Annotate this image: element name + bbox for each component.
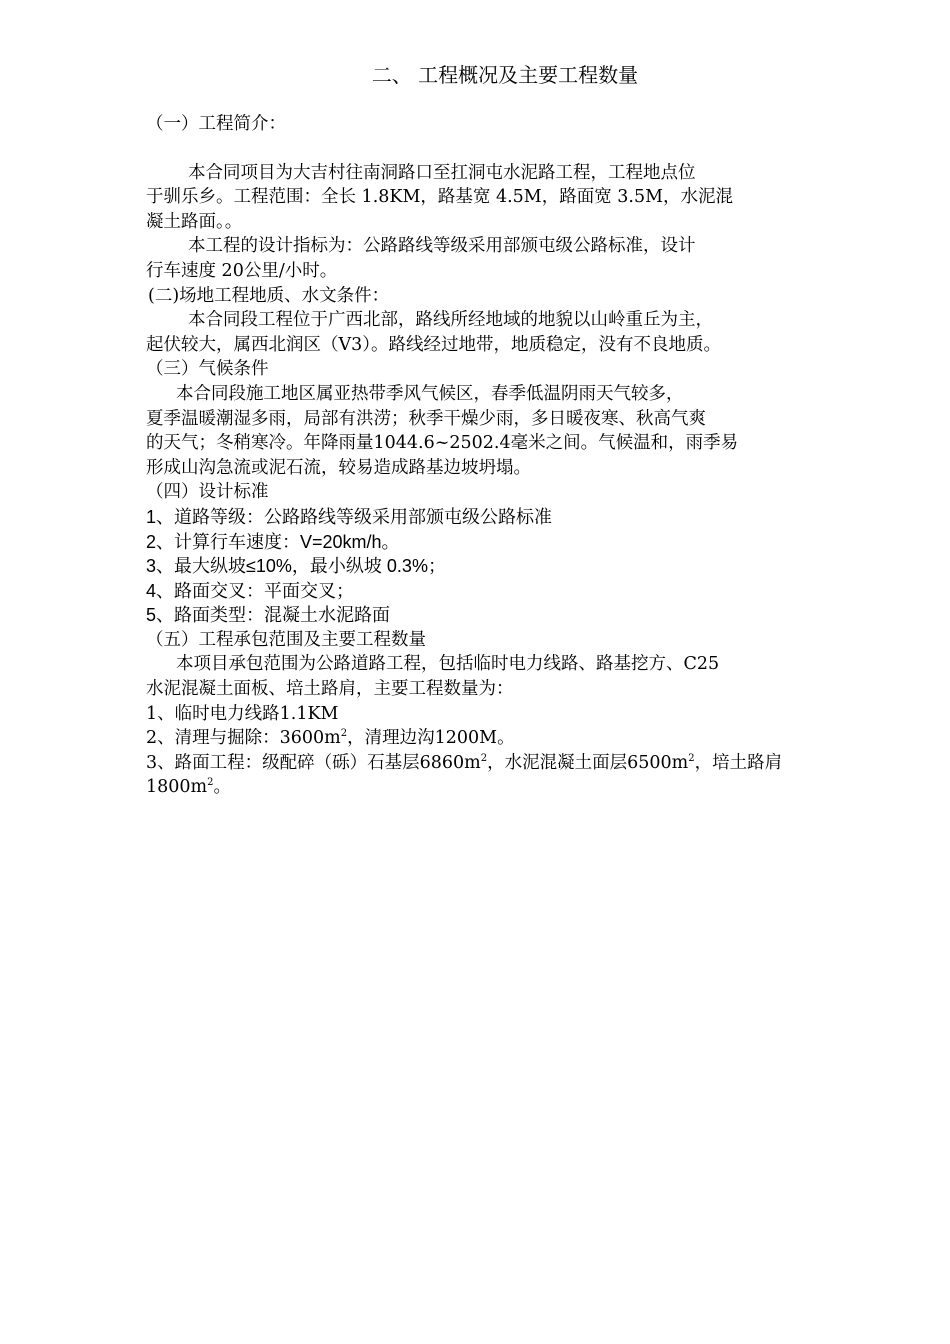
paragraph-line: 形成山沟急流或泥石流，较易造成路基边坡坍塌。 [146,457,531,478]
paragraph-line: 的天气；冬稍寒冷。年降雨量1044.6~2502.4毫米之间。气候温和，雨季易 [146,433,739,454]
paragraph-line: 本合同项目为大吉村往南洞路口至扛洞屯水泥路工程，工程地点位 [188,162,696,183]
item-text: 1800m [146,777,208,798]
document-body [146,112,822,800]
list-item: 2、计算行车速度：V=20km/h。 [146,531,400,552]
item-text: ，水泥混凝土面层6500m [487,752,689,773]
paragraph-line: 行车速度 20公里/小时。 [146,260,338,281]
section-heading-1: （一）工程简介： [146,114,286,134]
section-heading-2: (二)场地工程地质、水文条件： [148,285,390,306]
paragraph-line: 本合同段施工地区属亚热带季风气候区，春季低温阴雨天气较多， [176,383,684,404]
item-text: 。 [213,777,232,798]
list-item: 5、路面类型：混凝土水泥路面 [146,605,391,626]
paragraph-line: 凝土路面。。 [146,211,243,232]
paragraph-line: 本合同段工程位于广西北部，路线所经地域的地貌以山岭重丘为主， [188,310,713,331]
list-item: 3、最大纵坡≤10%，最小纵坡 0.3%； [146,556,446,577]
blank-line [146,137,822,161]
list-item [146,726,822,751]
item-text: 2、清理与掘除：3600m [146,728,341,749]
page-title: 二、 工程概况及主要工程数量 [371,63,639,87]
section-heading-4: （四）设计标准 [146,482,269,503]
superscript: 2 [480,752,488,764]
superscript: 2 [207,777,214,789]
item-text: ，清理边沟1200M。 [347,728,515,749]
list-item: 1、临时电力线路1.1KM [146,703,339,724]
superscript: 2 [340,728,348,740]
paragraph-line: 起伏较大，属西北润区（V3）。路线经过地带，地质稳定，没有不良地质。 [146,334,722,355]
list-item: 1、道路等级：公路路线等级采用部颁屯级公路标准 [146,506,553,527]
section-heading-5: （五）工程承包范围及主要工程数量 [146,629,426,650]
item-text: 3、路面工程：级配碎（砾）石基层6860m [146,752,481,773]
list-item: 4、路面交叉：平面交叉； [146,580,355,601]
list-item [146,751,822,776]
paragraph-line: 水泥混凝土面板、培土路肩，主要工程数量为： [146,679,514,700]
superscript: 2 [688,752,695,764]
item-text: ，培土路肩 [694,752,783,773]
list-item [146,775,822,800]
section-heading-3: （三）气候条件 [146,359,269,380]
paragraph-line: 本工程的设计指标为：公路路线等级采用部颁屯级公路标准，设计 [188,236,696,257]
paragraph-line: 于驯乐乡。工程范围：全长 1.8KM，路基宽 4.5M，路面宽 3.5M，水泥混 [146,187,734,208]
paragraph-line: 夏季温暖潮湿多雨，局部有洪涝；秋季干燥少雨，多日暖夜寒、秋高气爽 [146,408,706,429]
paragraph-line: 本项目承包范围为公路道路工程，包括临时电力线路、路基挖方、C25 [176,654,720,675]
